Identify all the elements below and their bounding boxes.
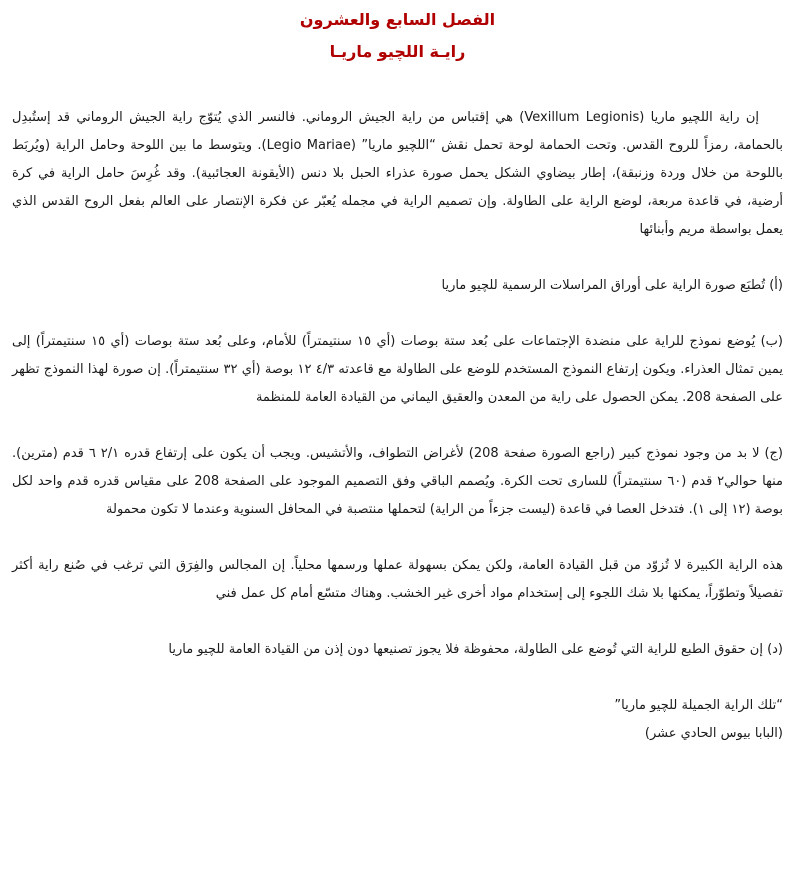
paragraph-spacer: [12, 300, 783, 328]
paragraph-spacer: [12, 664, 783, 692]
paragraph-spacer: [12, 524, 783, 552]
paragraph-spacer: [12, 412, 783, 440]
intro-paragraph: إن راية اللچيو ماريا (Vexillum Legionis) هي إقتباس من راية الجيش الروماني. فالنسر الذي يُتوّج راية الجيش الروماني قد إستُبدِل بالحمامة، رمزاً للروح القدس. وتحت الحمامة لوحة تحمل نقش “اللچيو ماريا” (Legio Mariae). ويتوسط ما بين اللوحة وحامل الراية (ويُربَط باللوحة من خلال وردة وزنبقة)، إطار بيضاوي الشكل يحمل صورة عذراء الحبل بلا دنس (الأيقونة العجائبية). وقد غُرِسَ حامل الراية في كرة أرضية، في قاعدة مربعة، لوضع الراية على الطاولة. وإن تصميم الراية في مجمله يُعبّر عن فكرة الإنتصار على العالم بفعل الروح القدس الذي يعمل بواسطة مريم وأبنائها: [12, 110, 783, 237]
large-banner-note: هذه الراية الكبيرة لا تُزوّد من قبل القيادة العامة، ولكن يمكن بسهولة عملها ورسمها محلياً. إن المجالس والفِرَق التي ترغب في صُنع راية أكثر تفصيلاً وتطوّراً، يمكنها بلا شك اللجوء إلى إستخدام مواد أخرى غير الخشب. وهناك متسّع أمام كل عمل فني: [12, 558, 783, 601]
paragraph-d: (د) إن حقوق الطبع للراية التي تُوضع على الطاولة، محفوظة فلا يجوز تصنيعها دون إذن من القيادة العامة للچيو ماريا: [168, 642, 783, 657]
paragraph-spacer: [12, 244, 783, 272]
closing-quote: [12, 692, 783, 748]
quote-attribution: (البابا بيوس الحادي عشر): [644, 726, 783, 741]
chapter-title: الفصل السابع والعشرون: [299, 10, 496, 29]
paragraph-a: (أ) تُطبَع صورة الراية على أوراق المراسلات الرسمية للچيو ماريا: [441, 278, 783, 293]
paragraph-spacer: [12, 608, 783, 636]
quote-text: “تلك الراية الجميلة للچيو ماريا”: [614, 698, 783, 713]
section-title: رايـة اللچيو ماريـا: [329, 42, 466, 61]
paragraph-c: (ج) لا بد من وجود نموذج كبير (راجع الصورة صفحة 208) لأغراض التطواف، والأتشيس. ويجب أن يكون على إرتفاع قدره ٢/١ ٦ قدم (مترين). منها حوالي٢ قدم (٦٠ سنتيمتراً) للسارى تحت الكرة. ويُصمم الباقي وفق التصميم الموجود على الصفحة 208 على مقياس قدره قدم واحد لكل بوصة (١٢ إلى ١). فتدخل العصا في قاعدة (ليست جزءاً من الراية) لتحملها منتصبة في المحافل السنوية وعندما لا تكون محمولة: [12, 446, 783, 517]
paragraph-b: (ب) يُوضع نموذج للراية على منضدة الإجتماعات على بُعد ستة بوصات (أي ١٥ سنتيمتراً) للأمام، وعلى بُعد ستة بوصات (أي ١٥ سنتيمتراً) إلى يمين تمثال العذراء. ويكون إرتفاع النموذج المستخدم للوضع على الطاولة مع قاعدته ٤/٣ ١٢ بوصة (أي ٣٢ سنتيمتراً). إن صورة لهذا النموذج تظهر على الصفحة 208. يمكن الحصول على راية من المعدن والعقيق اليماني من القيادة العامة للمنظمة: [12, 334, 783, 405]
